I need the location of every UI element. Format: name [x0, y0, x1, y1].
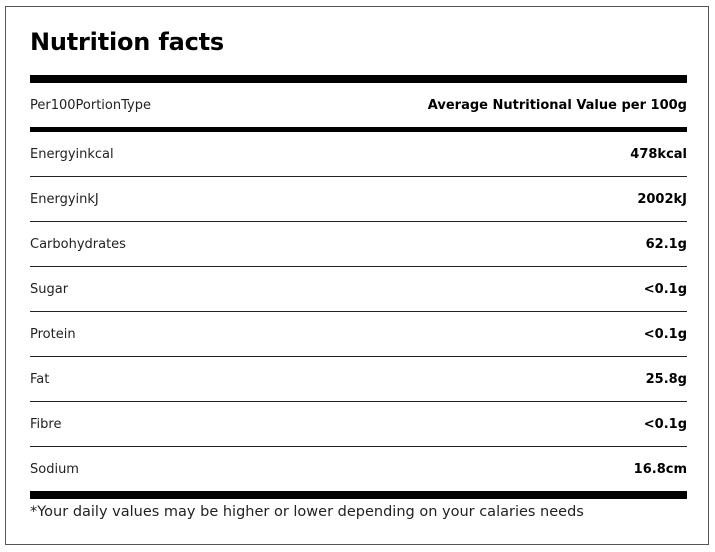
bottom-thick-divider: [30, 491, 687, 499]
row-label: EnergyinkJ: [30, 191, 99, 207]
nutrition-facts-panel: [5, 6, 709, 545]
table-row-protein: [30, 312, 687, 357]
top-thick-divider: [30, 75, 687, 83]
row-label: Fat: [30, 371, 50, 387]
table-row-sugar: [30, 267, 687, 312]
row-value: 2002kJ: [637, 191, 687, 207]
daily-values-footnote: *Your daily values may be higher or lower depending on your calaries needs: [30, 504, 584, 520]
table-row-sodium: [30, 447, 687, 492]
row-label: Sugar: [30, 281, 69, 297]
row-value: 16.8cm: [633, 462, 687, 477]
table-row-energy-kcal: [30, 132, 687, 177]
row-label: Energyinkcal: [30, 146, 114, 162]
row-label: Carbohydrates: [30, 236, 126, 252]
table-row-fat: [30, 357, 687, 402]
row-value: <0.1g: [643, 326, 687, 342]
row-value: 478kcal: [630, 146, 687, 162]
row-label: Protein: [30, 326, 76, 342]
header-value: Average Nutritional Value per 100g: [427, 97, 687, 113]
panel-title: Nutrition facts: [30, 28, 224, 56]
row-label: Sodium: [30, 462, 79, 477]
header-label: Per100PortionType: [30, 97, 151, 113]
row-label: Fibre: [30, 416, 62, 432]
row-value: <0.1g: [643, 416, 687, 432]
row-value: <0.1g: [643, 281, 687, 297]
table-row-carbohydrates: [30, 222, 687, 267]
table-row-fibre: [30, 402, 687, 447]
row-value: 25.8g: [645, 371, 687, 387]
table-row-energy-kj: [30, 177, 687, 222]
row-value: 62.1g: [645, 236, 687, 252]
table-header-row: [30, 83, 687, 127]
